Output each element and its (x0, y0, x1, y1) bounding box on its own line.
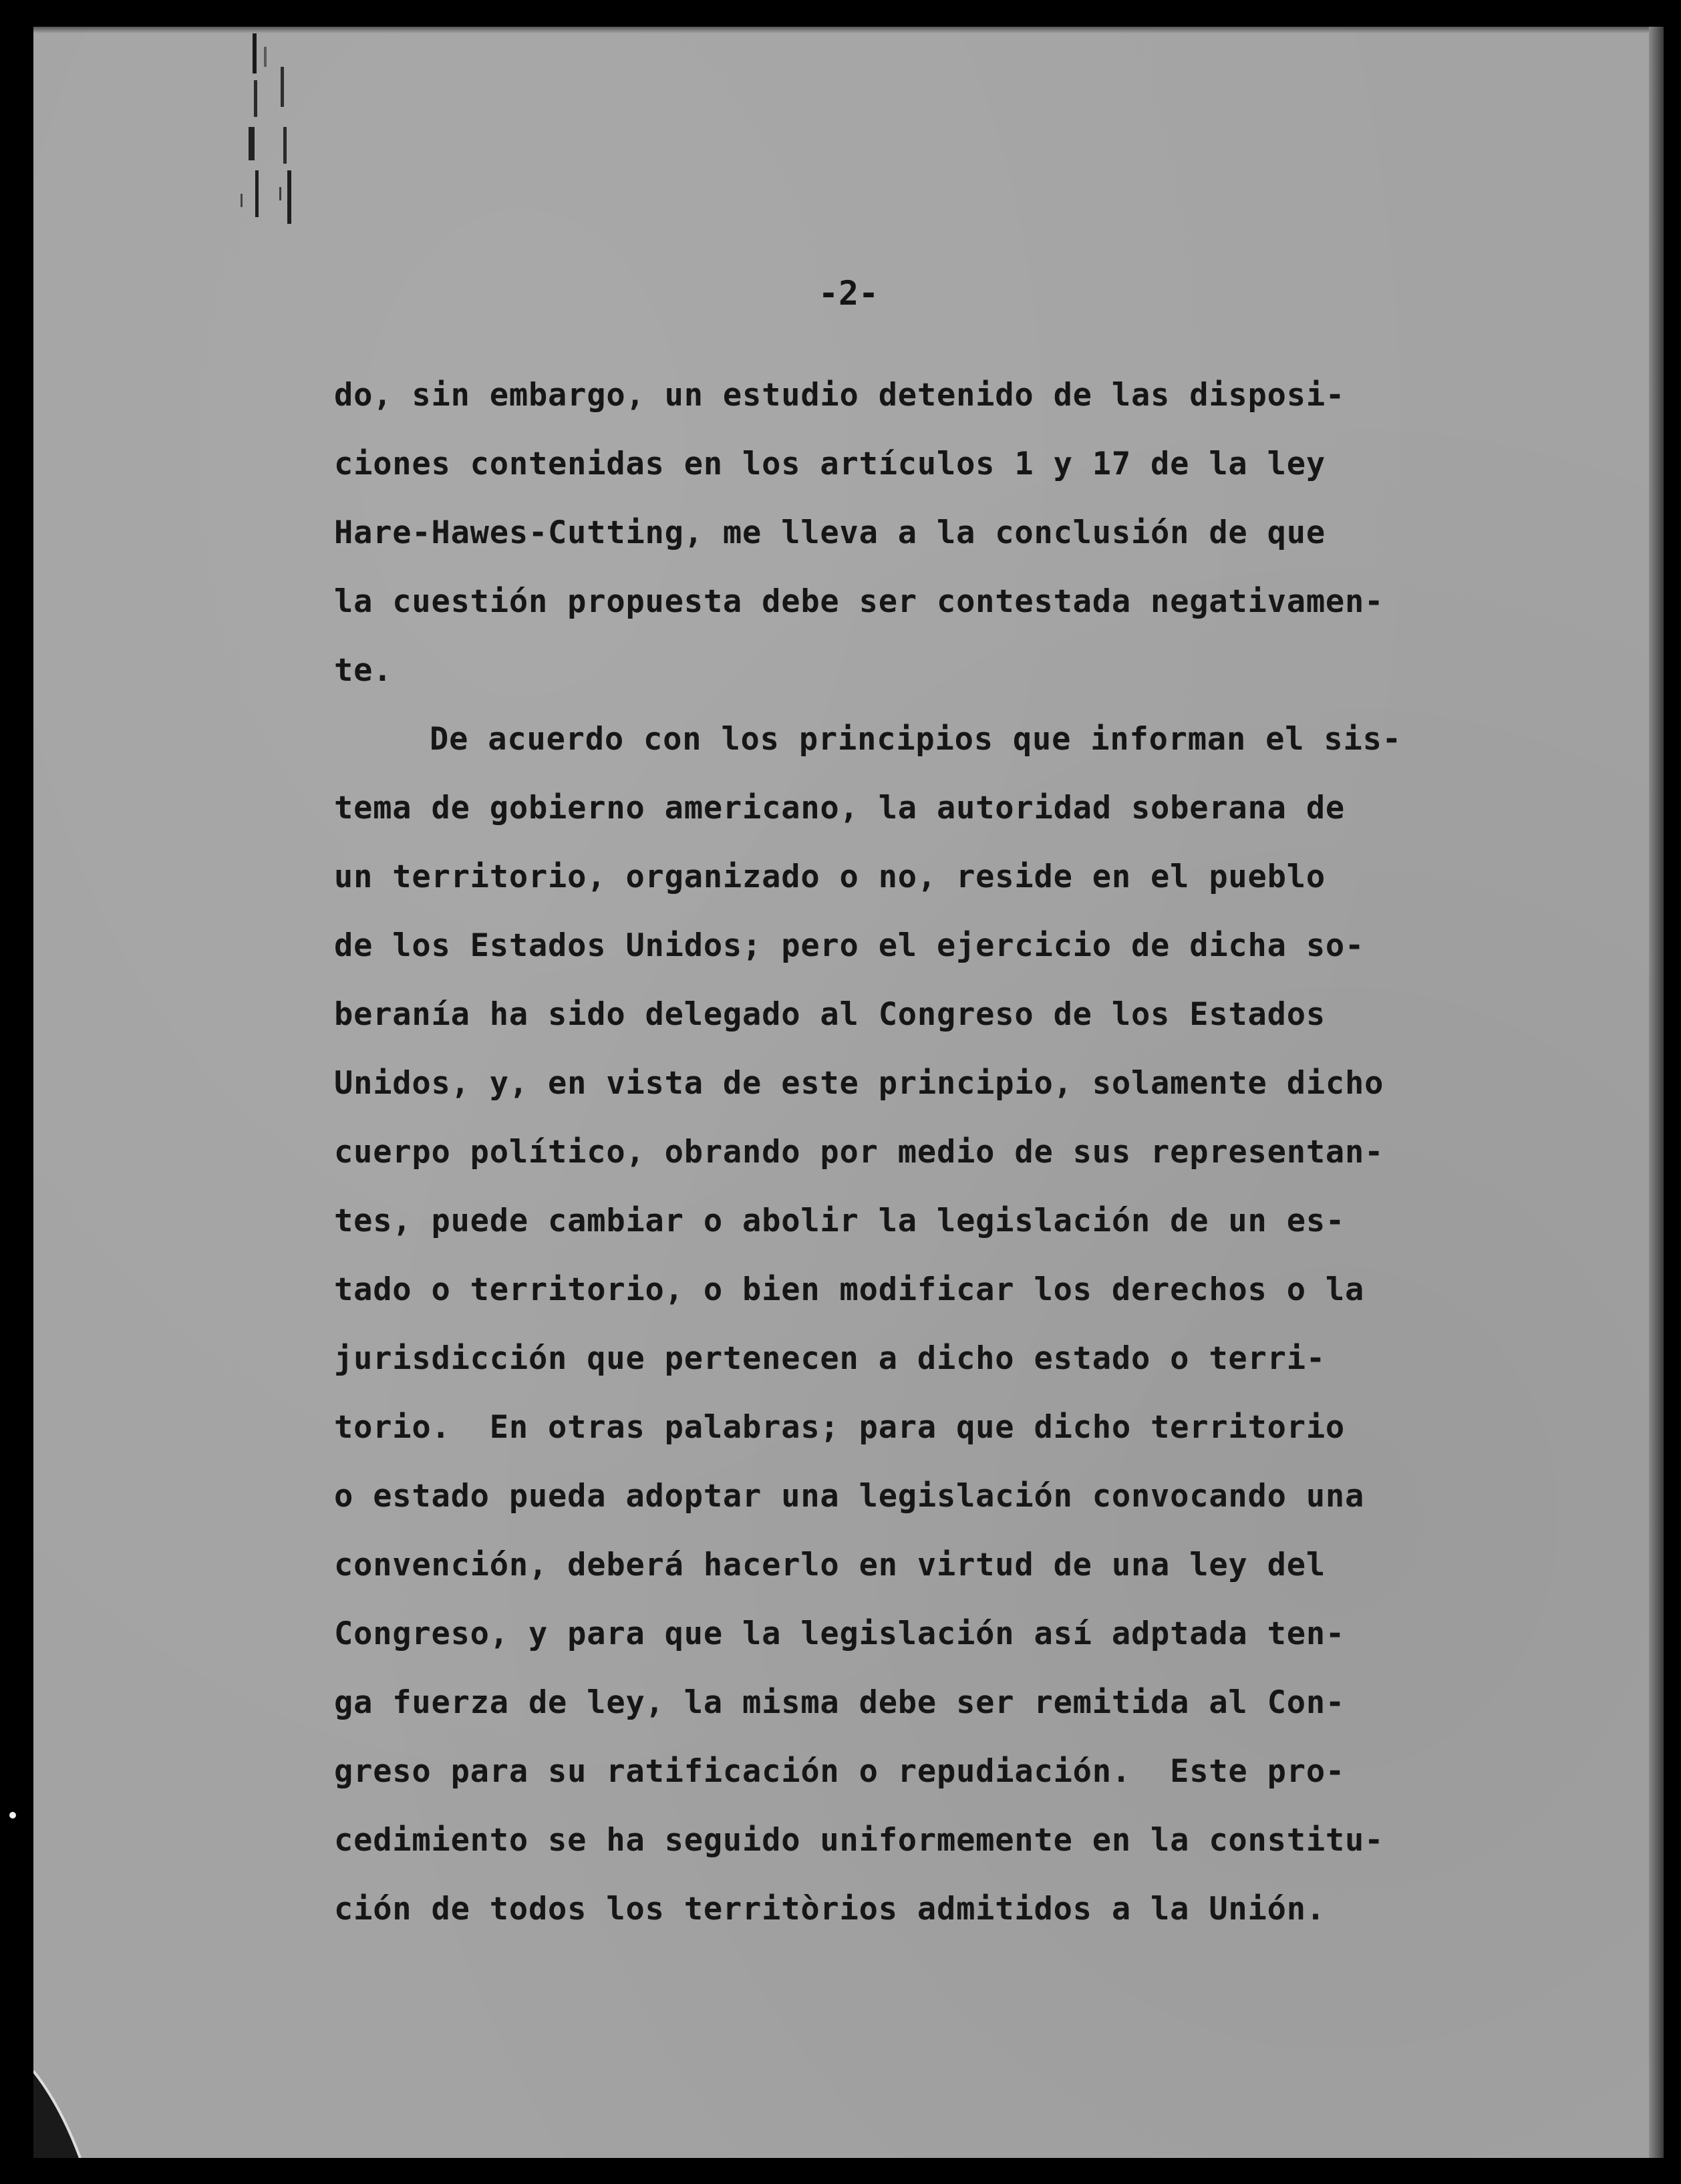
paragraph (334, 361, 1537, 705)
text-line: convención, deberá hacerlo en virtud de una ley del (334, 1547, 1326, 1583)
text-line: o estado pueda adoptar una legislación convocando una (334, 1478, 1365, 1515)
text-line: ga fuerza de ley, la misma debe ser remitida al Con- (334, 1684, 1346, 1721)
binding-holes-marks (200, 27, 321, 267)
text-line: te. (334, 652, 393, 689)
text-line: do, sin embargo, un estudio detenido de las disposi- (334, 377, 1346, 414)
text-line: cedimiento se ha seguido uniformemente en la constitu- (334, 1822, 1384, 1859)
text-line: tes, puede cambiar o abolir la legislación de un es- (334, 1203, 1346, 1239)
text-line: beranía ha sido delegado al Congreso de los Estados (334, 996, 1326, 1033)
text-line: la cuestión propuesta debe ser contestada negativamen- (334, 583, 1384, 620)
text-line: cuerpo político, obrando por medio de sus representan- (334, 1134, 1384, 1171)
text-line: tado o territorio, o bien modificar los derechos o la (334, 1271, 1365, 1308)
text-line: greso para su ratificación o repudiación. Este pro- (334, 1753, 1346, 1790)
text-line: torio. En otras palabras; para que dicho territorio (334, 1409, 1346, 1446)
text-line: Hare-Hawes-Cutting, me lleva a la conclusión de que (334, 514, 1326, 551)
text-line: de los Estados Unidos; pero el ejercicio de dicha so- (334, 927, 1365, 964)
page-corner-curl (33, 2031, 120, 2158)
text-line: jurisdicción que pertenecen a dicho estado o terri- (334, 1340, 1326, 1377)
text-line: Unidos, y, en vista de este principio, solamente dicho (334, 1065, 1384, 1102)
text-line: Congreso, y para que la legislación así adptada ten- (334, 1615, 1346, 1652)
text-line: un territorio, organizado o no, reside en el pueblo (334, 859, 1326, 895)
frame-edge-right (1649, 27, 1664, 2158)
text-line: ciones contenidas en los artículos 1 y 17 de la ley (334, 446, 1326, 482)
paragraph (334, 705, 1537, 1943)
page-number: -2- (818, 274, 879, 313)
text-line: ción de todos los territòrios admitidos a la Unión. (334, 1891, 1326, 1927)
document-body (334, 361, 1537, 1943)
text-line: De acuerdo con los principios que informan el sis- (430, 721, 1402, 758)
scanned-page (33, 27, 1664, 2158)
dust-speck (9, 1812, 16, 1819)
text-line: tema de gobierno americano, la autoridad soberana de (334, 790, 1346, 826)
